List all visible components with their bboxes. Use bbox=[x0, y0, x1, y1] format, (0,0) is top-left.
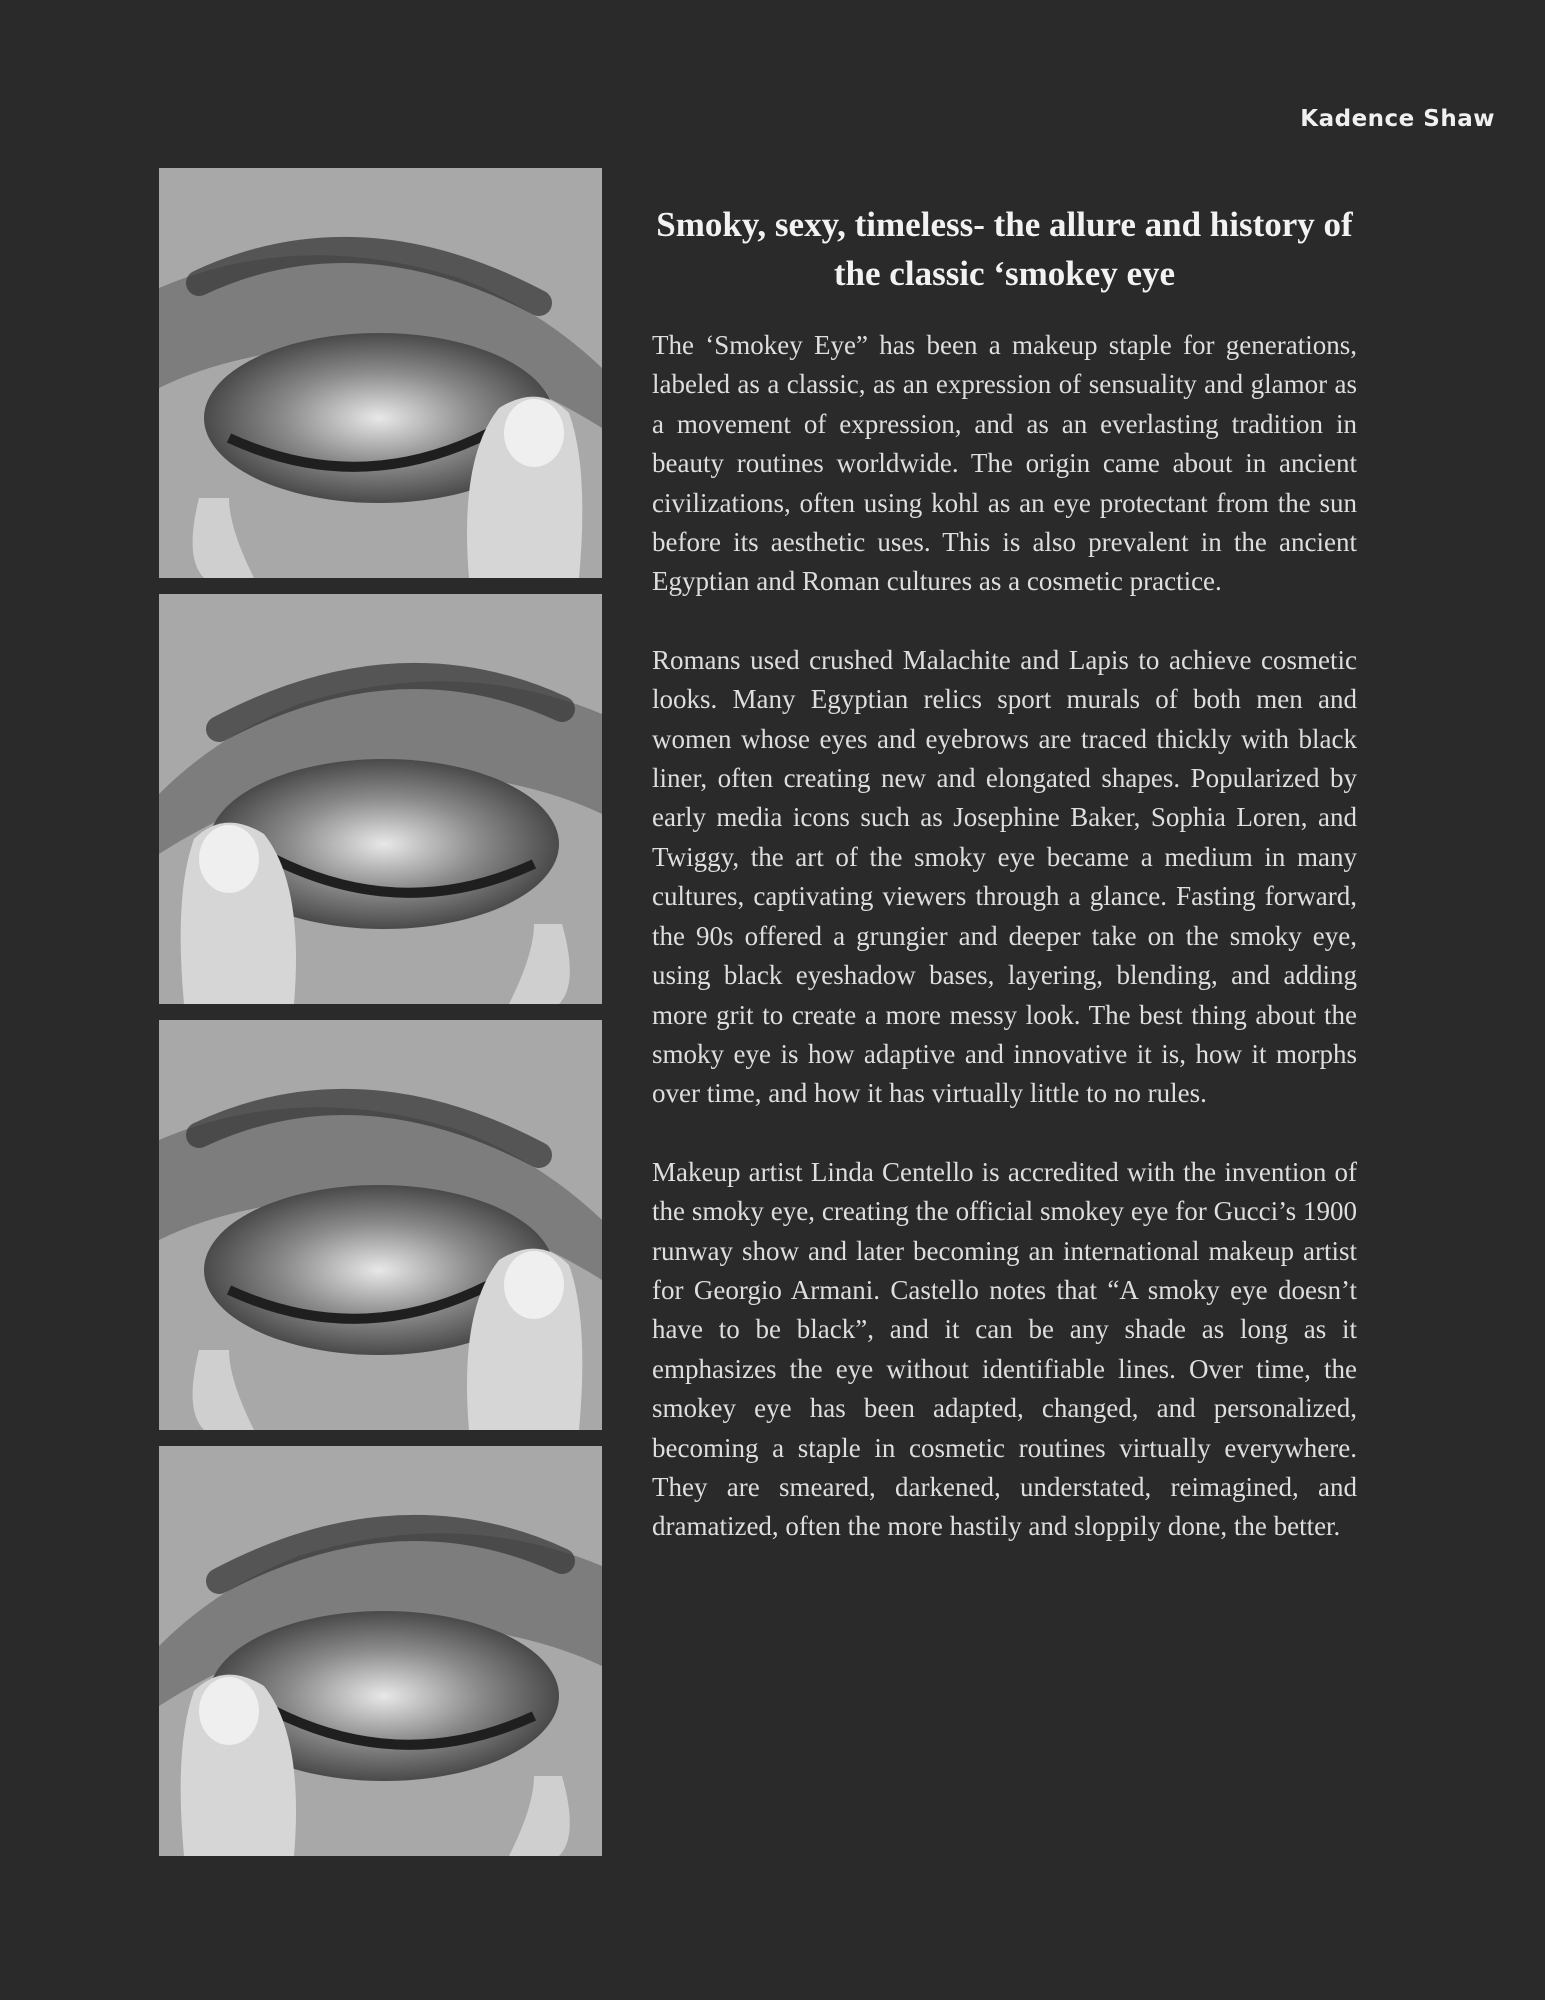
eye-photo-2 bbox=[159, 594, 602, 1004]
photo-strip bbox=[159, 168, 602, 1872]
author-name: Kadence Shaw bbox=[1300, 106, 1495, 132]
eye-photo-3 bbox=[159, 1020, 602, 1430]
eye-photo-1 bbox=[159, 168, 602, 578]
article-paragraph-2: Romans used crushed Malachite and Lapis to achieve cosmetic looks. Many Egyptian relics sport murals of both men and women whose eyes and eyebrows are traced thickly with black liner, often creating new and elongated shapes. Popularized by early media icons such as Josephine Baker, Sophia Loren, and Twiggy, the art of the smoky eye became a medium in many cultures, captivating viewers through a glance. Fasting forward, the 90s offered a grungier and deeper take on the smoky eye, using black eyeshadow bases, layering, blending, and adding more grit to create a more messy look. The best thing about the smoky eye is how adaptive and innovative it is, how it morphs over time, and how it has virtually little to no rules. bbox=[652, 644, 1357, 1109]
article-paragraph-1: The ‘Smokey Eye” has been a makeup staple for generations, labeled as a classic, as an expression of sensuality and glamor as a movement of expression, and as an everlasting tradition in beauty routines worldwide. The origin came about in ancient civilizations, often using kohl as an eye protectant from the sun before its aesthetic uses. This is also prevalent in the ancient Egyptian and Roman cultures as a cosmetic practice. bbox=[652, 330, 1357, 597]
article bbox=[652, 200, 1357, 1586]
eye-photo-4 bbox=[159, 1446, 602, 1856]
article-title: Smoky, sexy, timeless- the allure and history of the classic ‘smokey eye bbox=[656, 205, 1353, 293]
article-paragraph-3: Makeup artist Linda Centello is accredited with the invention of the smoky eye, creating the official smokey eye for Gucci’s 1900 runway show and later becoming an international makeup artist for Georgio Armani. Castello notes that “A smoky eye doesn’t have to be black”, and it can be any shade as long as it emphasizes the eye without identifiable lines. Over time, the smokey eye has been adapted, changed, and personalized, becoming a staple in cosmetic routines virtually everywhere. They are smeared, darkened, understated, reimagined, and dramatized, often the more hastily and sloppily done, the better. bbox=[652, 1156, 1357, 1542]
